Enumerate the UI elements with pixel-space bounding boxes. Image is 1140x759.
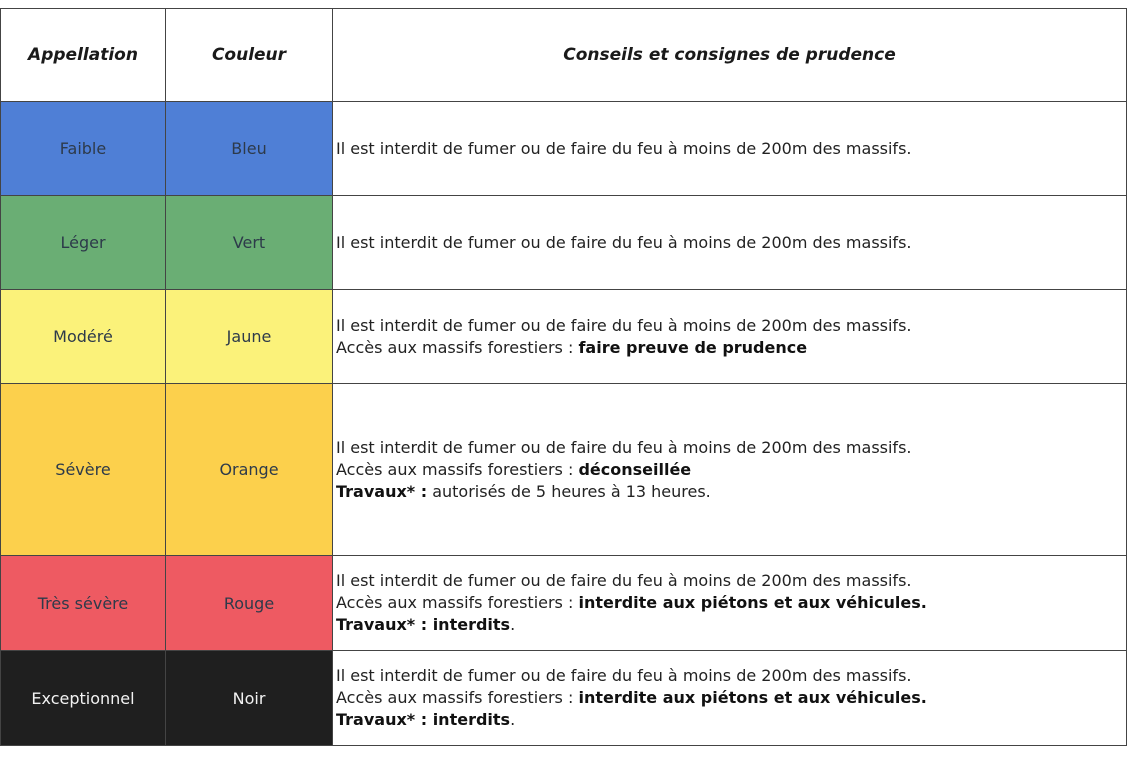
risk-level-name: Sévère xyxy=(1,384,166,556)
advice-line xyxy=(336,665,1126,687)
table-row xyxy=(1,290,1127,384)
advice-text: Accès aux massifs forestiers : xyxy=(336,337,579,357)
advice-text: Accès aux massifs forestiers : xyxy=(336,459,579,479)
risk-color-name: Jaune xyxy=(166,290,333,384)
advice-text: Il est interdit de fumer ou de faire du feu à moins de 200m des massifs. xyxy=(336,138,912,158)
advice-text: Il est interdit de fumer ou de faire du feu à moins de 200m des massifs. xyxy=(336,232,912,252)
fire-risk-table xyxy=(0,8,1127,746)
advice-text: Il est interdit de fumer ou de faire du feu à moins de 200m des massifs. xyxy=(336,666,912,685)
risk-color-name: Noir xyxy=(166,651,333,746)
header-conseils: Conseils et consignes de prudence xyxy=(333,9,1127,102)
header-row xyxy=(1,9,1127,102)
risk-color-name: Vert xyxy=(166,196,333,290)
risk-level-name: Léger xyxy=(1,196,166,290)
advice-text: Il est interdit de fumer ou de faire du feu à moins de 200m des massifs. xyxy=(336,571,912,590)
risk-level-name: Modéré xyxy=(1,290,166,384)
advice-line xyxy=(336,232,1126,254)
header-appellation: Appellation xyxy=(1,9,166,102)
advice-line xyxy=(336,614,1126,636)
advice-text: . xyxy=(510,710,516,729)
table-row xyxy=(1,384,1127,556)
risk-level-name: Très sévère xyxy=(1,556,166,651)
advice-line xyxy=(336,481,1126,503)
table-row xyxy=(1,556,1127,651)
table-row xyxy=(1,651,1127,746)
risk-level-name: Faible xyxy=(1,102,166,196)
advice-cell xyxy=(333,384,1127,556)
advice-emphasis: Travaux* : interdits xyxy=(336,615,511,634)
advice-cell xyxy=(333,556,1127,651)
advice-emphasis: interdite aux piétons et aux véhicules. xyxy=(578,688,927,707)
advice-line xyxy=(336,459,1126,481)
advice-text: Il est interdit de fumer ou de faire du feu à moins de 200m des massifs. xyxy=(336,315,912,335)
advice-text: Il est interdit de fumer ou de faire du feu à moins de 200m des massifs. xyxy=(336,437,912,457)
advice-text: Accès aux massifs forestiers : xyxy=(336,688,579,707)
risk-level-name: Exceptionnel xyxy=(1,651,166,746)
advice-line xyxy=(336,687,1126,709)
advice-text: Accès aux massifs forestiers : xyxy=(336,593,579,612)
advice-cell xyxy=(333,290,1127,384)
table-body xyxy=(1,102,1127,746)
advice-cell xyxy=(333,196,1127,290)
advice-emphasis: faire preuve de prudence xyxy=(578,337,808,357)
advice-emphasis: Travaux* : xyxy=(336,481,428,501)
advice-text: autorisés de 5 heures à 13 heures. xyxy=(427,481,711,501)
header-couleur: Couleur xyxy=(166,9,333,102)
advice-line xyxy=(336,592,1126,614)
advice-line xyxy=(336,437,1126,459)
advice-line xyxy=(336,570,1126,592)
advice-text: . xyxy=(510,615,516,634)
table-row xyxy=(1,196,1127,290)
risk-color-name: Rouge xyxy=(166,556,333,651)
risk-color-name: Bleu xyxy=(166,102,333,196)
advice-emphasis: interdite aux piétons et aux véhicules. xyxy=(578,593,927,612)
advice-line xyxy=(336,709,1126,731)
advice-line xyxy=(336,138,1126,160)
advice-cell xyxy=(333,102,1127,196)
advice-cell xyxy=(333,651,1127,746)
risk-color-name: Orange xyxy=(166,384,333,556)
advice-emphasis: déconseillée xyxy=(578,459,692,479)
advice-line xyxy=(336,315,1126,337)
advice-emphasis: Travaux* : interdits xyxy=(336,710,511,729)
advice-line xyxy=(336,337,1126,359)
table-row xyxy=(1,102,1127,196)
